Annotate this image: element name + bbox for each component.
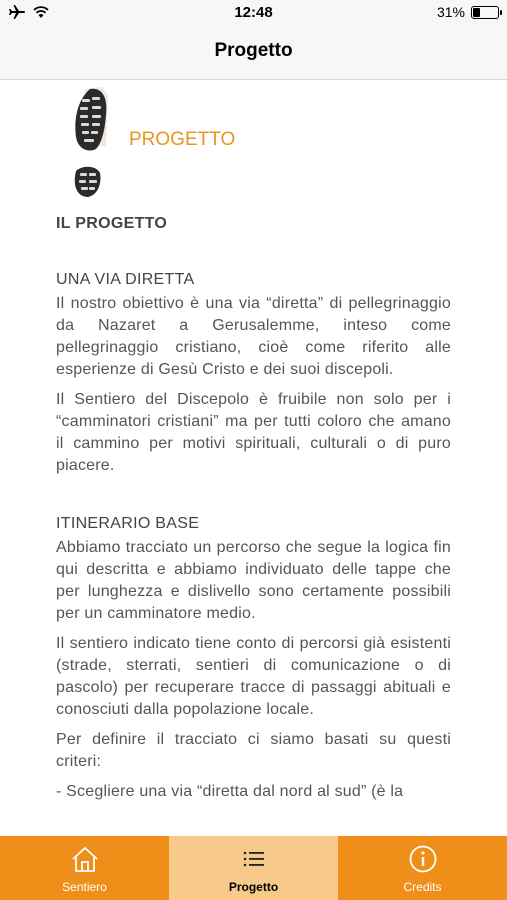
home-icon (70, 844, 100, 874)
status-bar (0, 0, 507, 28)
header-title: PROGETTO (129, 129, 236, 150)
subsection-heading: UNA VIA DIRETTA (56, 271, 195, 288)
tab-credits[interactable] (338, 836, 507, 900)
status-right (437, 4, 499, 20)
status-time: 12:48 (234, 4, 273, 21)
list-icon (239, 844, 269, 874)
tab-label: Credits (403, 880, 442, 894)
tab-label: Sentiero (62, 880, 107, 894)
page-title: Progetto (214, 40, 293, 61)
paragraph: - Scegliere una via “diretta dal nord al sud” (è la (56, 783, 404, 800)
subsection-heading: ITINERARIO BASE (56, 515, 200, 532)
paragraph: Il Sentiero del Discepolo è fruibile non solo per i “camminatori cristiani” ma per tutti coloro che amano il cammino per motivi spirituali, culturali o di puro piacere. (56, 391, 451, 474)
tab-label: Progetto (228, 880, 279, 894)
footprint-icon (62, 87, 118, 199)
battery-level (473, 8, 480, 17)
tab-bar (0, 836, 507, 900)
paragraph: Il nostro obiettivo è una via “diretta” di pellegrinaggio da Nazaret a Gerusalemme, inteso come pellegrinaggio cristiano, cioè come riferito alle esperienze di Gesù Cristo e dei suoi discepoli. (56, 295, 451, 378)
battery-percentage: 31% (436, 4, 465, 20)
paragraph: Per definire il tracciato ci siamo basati su questi criteri: (56, 731, 451, 770)
section-title: IL PROGETTO (56, 215, 168, 232)
paragraph: Il sentiero indicato tiene conto di percorsi già esistenti (strade, sterrati, sentieri di comunicazione o di pascolo) per recuperare tracce di passaggi abituali e conosciuti dalla popolazione locale. (56, 635, 451, 718)
info-icon (408, 844, 438, 874)
tab-progetto[interactable] (169, 836, 338, 900)
content-scroll-area[interactable] (0, 81, 507, 836)
navigation-bar (0, 28, 507, 80)
battery-icon (471, 6, 499, 19)
content-header (56, 81, 451, 201)
paragraph: Abbiamo tracciato un percorso che segue la logica fin qui descritta e abbiamo individuato delle tappe che per lunghezza e dislivello sono certamente possibili per un camminatore medio. (56, 539, 451, 622)
tab-sentiero[interactable] (0, 836, 169, 900)
